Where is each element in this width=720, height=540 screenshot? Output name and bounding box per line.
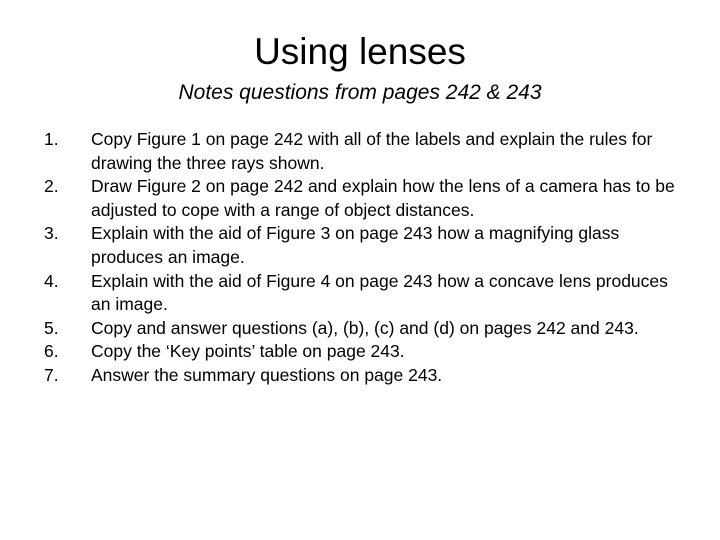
question-item-7 — [44, 364, 684, 388]
question-number: 7. — [44, 364, 59, 385]
question-text: Copy the ‘Key points’ table on page 243. — [91, 341, 405, 362]
slide-title: Using lenses — [254, 31, 466, 72]
question-text: Draw Figure 2 on page 242 and explain how the lens of a camera has to be adjusted to cope with a range of object distances. — [91, 176, 675, 220]
question-number: 1. — [44, 129, 59, 149]
question-number: 3. — [44, 223, 59, 244]
question-text: Copy Figure 1 on page 242 with all of the labels and explain the rules for drawing the three rays shown. — [91, 129, 653, 173]
question-item-2 — [44, 175, 684, 222]
question-item-1 — [44, 128, 684, 175]
question-number: 2. — [44, 176, 59, 197]
question-text: Answer the summary questions on page 243. — [91, 364, 443, 385]
question-number: 6. — [44, 341, 59, 362]
question-item-4 — [44, 270, 684, 317]
question-text: Explain with the aid of Figure 4 on page 243 how a concave lens produces an image. — [91, 270, 668, 315]
slide-subtitle: Notes questions from pages 242 & 243 — [178, 81, 542, 104]
questions-list — [44, 128, 684, 388]
question-item-5 — [44, 317, 684, 341]
question-text: Copy and answer questions (a), (b), (c) and (d) on pages 242 and 243. — [91, 317, 639, 338]
question-item-3 — [44, 222, 684, 269]
question-text: Explain with the aid of Figure 3 on page 243 how a magnifying glass produces an image. — [91, 223, 620, 267]
question-item-6 — [44, 340, 684, 364]
question-number: 5. — [44, 317, 59, 338]
question-number: 4. — [44, 270, 59, 291]
